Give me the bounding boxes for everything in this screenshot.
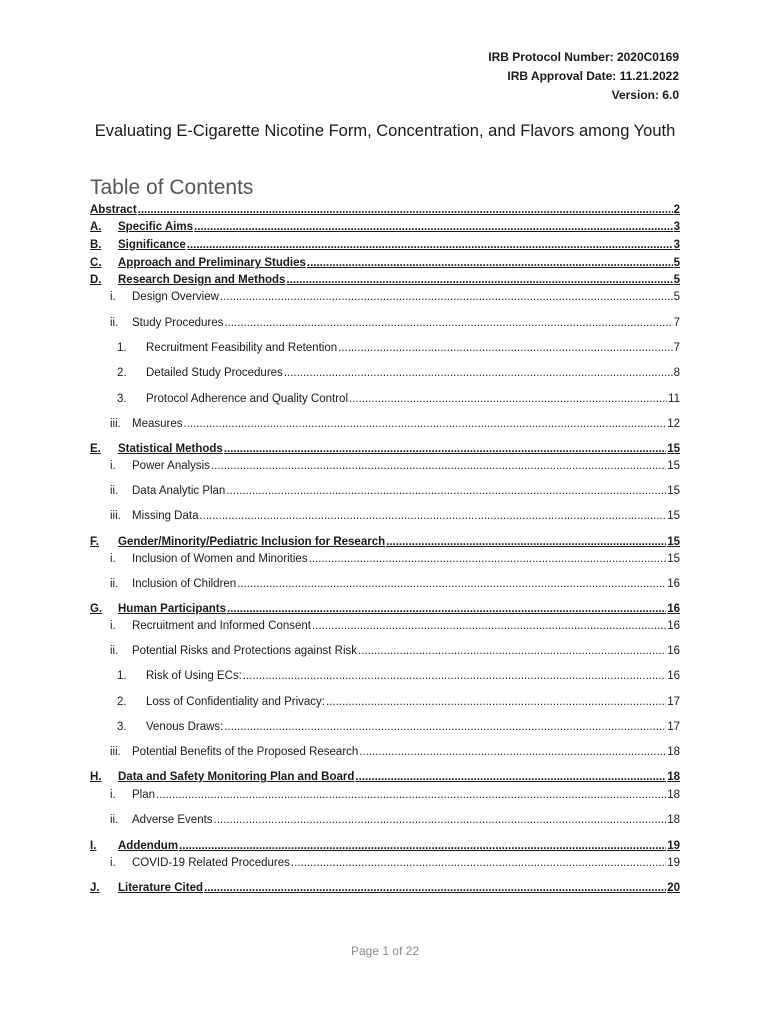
toc-entry[interactable]	[90, 814, 680, 830]
toc-entry[interactable]	[90, 645, 680, 661]
toc-entry-number: i.	[110, 789, 116, 801]
toc-entry-title[interactable]: Study Procedures	[132, 317, 224, 329]
toc-dot-leader	[224, 317, 672, 329]
toc-dot-leader	[211, 460, 666, 472]
toc-entry-number: i.	[110, 620, 116, 632]
toc-entry-title[interactable]: Potential Risks and Protections against Risk	[132, 645, 357, 657]
document-title: Evaluating E-Cigarette Nicotine Form, Concentration, and Flavors among Youth	[94, 122, 676, 140]
toc-dot-leader	[286, 274, 672, 286]
page-number: Page 1 of 22	[350, 944, 420, 958]
toc-entry-page: 16	[667, 578, 680, 590]
toc-entry[interactable]	[90, 603, 680, 619]
toc-dot-leader	[243, 670, 666, 682]
toc-entry[interactable]	[90, 620, 680, 636]
toc-dot-leader	[179, 840, 666, 852]
toc-entry-number: I.	[90, 840, 97, 852]
toc-dot-leader	[386, 536, 666, 548]
toc-dot-leader	[237, 578, 666, 590]
toc-entry-page: 15	[667, 553, 680, 565]
toc-entry-page: 7	[673, 317, 680, 329]
toc-entry-number: 2.	[117, 696, 127, 708]
toc-entry-number: E.	[90, 443, 101, 455]
toc-dot-leader	[184, 418, 667, 430]
toc-entry-page: 15	[667, 460, 680, 472]
toc-entry[interactable]	[90, 291, 680, 307]
toc-entry-page: 19	[667, 840, 680, 852]
toc-entry[interactable]	[90, 696, 680, 712]
toc-entry-number: ii.	[110, 578, 119, 590]
toc-entry-title[interactable]: Data and Safety Monitoring Plan and Board	[118, 771, 355, 783]
toc-entry-title[interactable]: Potential Benefits of the Proposed Research	[132, 746, 359, 758]
toc-entry-number: ii.	[110, 814, 119, 826]
toc-dot-leader	[307, 257, 673, 269]
toc-dot-leader	[214, 814, 667, 826]
toc-entry[interactable]	[90, 367, 680, 383]
toc-entry[interactable]	[90, 317, 680, 333]
toc-entry-number: C.	[90, 257, 102, 269]
toc-entry[interactable]	[90, 204, 680, 220]
toc-dot-leader	[204, 882, 666, 894]
toc-entry-page: 18	[667, 789, 680, 801]
toc-entry[interactable]	[90, 857, 680, 873]
toc-entry-number: iii.	[110, 418, 121, 430]
irb-protocol-number: IRB Protocol Number: 2020C0169	[488, 50, 679, 64]
toc-entry-title[interactable]: Protocol Adherence and Quality Control	[146, 393, 349, 405]
toc-dot-leader	[358, 645, 666, 657]
toc-entry[interactable]	[90, 342, 680, 358]
toc-entry-title[interactable]: COVID-19 Related Procedures	[132, 857, 290, 869]
toc-entry[interactable]	[90, 393, 680, 409]
toc-entry-number: i.	[110, 857, 116, 869]
toc-entry-title[interactable]: Abstract	[90, 204, 137, 216]
toc-dot-leader	[220, 291, 673, 303]
toc-entry-title[interactable]: Detailed Study Procedures	[146, 367, 283, 379]
toc-dot-leader	[156, 789, 666, 801]
toc-entry-title[interactable]: Design Overview	[132, 291, 219, 303]
toc-entry-title[interactable]: Power Analysis	[132, 460, 210, 472]
toc-heading: Table of Contents	[90, 176, 254, 199]
version-label: Version: 6.0	[611, 88, 679, 102]
toc-entry[interactable]	[90, 485, 680, 501]
toc-dot-leader	[199, 510, 666, 522]
toc-entry-title[interactable]: Statistical Methods	[118, 443, 223, 455]
toc-entry-title[interactable]: Inclusion of Women and Minorities	[132, 553, 308, 565]
toc-dot-leader	[338, 342, 672, 354]
toc-entry[interactable]	[90, 536, 680, 552]
toc-dot-leader	[355, 771, 666, 783]
toc-entry-page: 12	[667, 418, 680, 430]
toc-entry-number: 2.	[117, 367, 127, 379]
toc-entry[interactable]	[90, 443, 680, 459]
toc-entry-number: G.	[90, 603, 103, 615]
toc-entry-page: 3	[673, 239, 680, 251]
toc-dot-leader	[309, 553, 667, 565]
toc-entry[interactable]	[90, 721, 680, 737]
toc-entry[interactable]	[90, 882, 680, 898]
toc-entry-number: ii.	[110, 645, 119, 657]
toc-entry[interactable]	[90, 418, 680, 434]
toc-dot-leader	[194, 221, 673, 233]
toc-entry-page: 11	[668, 393, 680, 405]
toc-entry-page: 15	[667, 443, 680, 455]
toc-entry-number: iii.	[110, 746, 121, 758]
toc-entry-title[interactable]: Recruitment and Informed Consent	[132, 620, 311, 632]
toc-entry-page: 18	[667, 746, 680, 758]
toc-entry-title[interactable]: Plan	[132, 789, 156, 801]
toc-entry-page: 18	[667, 771, 680, 783]
toc-entry-page: 18	[667, 814, 680, 826]
toc-entry-number: i.	[110, 553, 116, 565]
toc-dot-leader	[349, 393, 667, 405]
toc-entry-title[interactable]: Addendum	[118, 840, 179, 852]
toc-dot-leader	[224, 443, 666, 455]
toc-entry-page: 7	[673, 342, 680, 354]
toc-entry[interactable]	[90, 789, 680, 805]
toc-entry-title[interactable]: Recruitment Feasibility and Retention	[146, 342, 338, 354]
toc-entry-title[interactable]: Venous Draws:	[146, 721, 224, 733]
toc-entry-number: 3.	[117, 393, 127, 405]
toc-dot-leader	[291, 857, 666, 869]
toc-dot-leader	[226, 485, 666, 497]
toc-entry-title[interactable]: Significance	[118, 239, 186, 251]
toc-entry-page: 5	[673, 257, 680, 269]
toc-entry[interactable]	[90, 670, 680, 686]
toc-entry-page: 5	[673, 274, 680, 286]
irb-approval-date: IRB Approval Date: 11.21.2022	[507, 69, 679, 83]
toc-entry-page: 15	[667, 536, 680, 548]
toc-entry[interactable]	[90, 746, 680, 762]
toc-entry-page: 16	[667, 620, 680, 632]
toc-entry-title[interactable]: Loss of Confidentiality and Privacy:	[146, 696, 325, 708]
toc-entry-number: A.	[90, 221, 102, 233]
toc-entry-number: ii.	[110, 485, 119, 497]
toc-entry[interactable]	[90, 510, 680, 526]
toc-entry[interactable]	[90, 257, 680, 273]
toc-dot-leader	[138, 204, 673, 216]
toc-entry-number: ii.	[110, 317, 119, 329]
toc-entry-title[interactable]: Data Analytic Plan	[132, 485, 226, 497]
toc-entry-page: 15	[667, 485, 680, 497]
toc-dot-leader	[224, 721, 666, 733]
toc-entry-number: i.	[110, 460, 116, 472]
toc-entry[interactable]	[90, 460, 680, 476]
toc-entry[interactable]	[90, 840, 680, 856]
toc-entry-page: 5	[673, 291, 680, 303]
toc-entry-title[interactable]: Research Design and Methods	[118, 274, 286, 286]
toc-entry-title[interactable]: Adverse Events	[132, 814, 213, 826]
toc-entry[interactable]	[90, 771, 680, 787]
toc-entry-page: 16	[667, 670, 680, 682]
toc-entry-page: 16	[667, 603, 680, 615]
toc-entry-number: 1.	[117, 342, 127, 354]
toc-entry-page: 20	[667, 882, 680, 894]
toc-entry-number: B.	[90, 239, 102, 251]
toc-entry-title[interactable]: Gender/Minority/Pediatric Inclusion for Research	[118, 536, 386, 548]
toc-entry-title[interactable]: Missing Data	[132, 510, 199, 522]
toc-dot-leader	[187, 239, 673, 251]
toc-entry-page: 15	[667, 510, 680, 522]
toc-entry-number: 3.	[117, 721, 127, 733]
toc-entry-page: 8	[673, 367, 680, 379]
toc-entry-title[interactable]: Approach and Preliminary Studies	[118, 257, 306, 269]
toc-entry-page: 3	[673, 221, 680, 233]
toc-entry[interactable]	[90, 274, 680, 290]
toc-entry-number: J.	[90, 882, 100, 894]
toc-entry-page: 2	[673, 204, 680, 216]
toc-dot-leader	[359, 746, 666, 758]
toc-dot-leader	[227, 603, 666, 615]
toc-entry-number: F.	[90, 536, 99, 548]
toc-entry-number: D.	[90, 274, 102, 286]
toc-entry-page: 17	[667, 721, 680, 733]
toc-entry-number: 1.	[117, 670, 127, 682]
toc-dot-leader	[284, 367, 673, 379]
toc-entry-title[interactable]: Risk of Using ECs:	[146, 670, 242, 682]
toc-entry-title[interactable]: Human Participants	[118, 603, 226, 615]
toc-dot-leader	[326, 696, 666, 708]
toc-entry[interactable]	[90, 578, 680, 594]
toc-entry-title[interactable]: Specific Aims	[118, 221, 193, 233]
toc-entry[interactable]	[90, 553, 680, 569]
toc-entry-title[interactable]: Literature Cited	[118, 882, 203, 894]
toc-entry-title[interactable]: Inclusion of Children	[132, 578, 237, 590]
toc-entry-number: i.	[110, 291, 116, 303]
toc-dot-leader	[312, 620, 666, 632]
toc-entry-number: H.	[90, 771, 102, 783]
toc-entry-page: 17	[667, 696, 680, 708]
toc-entry[interactable]	[90, 221, 680, 237]
toc-entry[interactable]	[90, 239, 680, 255]
toc-entry-number: iii.	[110, 510, 121, 522]
toc-entry-title[interactable]: Measures	[132, 418, 183, 430]
toc-entry-page: 19	[667, 857, 680, 869]
toc-entry-page: 16	[667, 645, 680, 657]
document-header	[488, 48, 679, 105]
